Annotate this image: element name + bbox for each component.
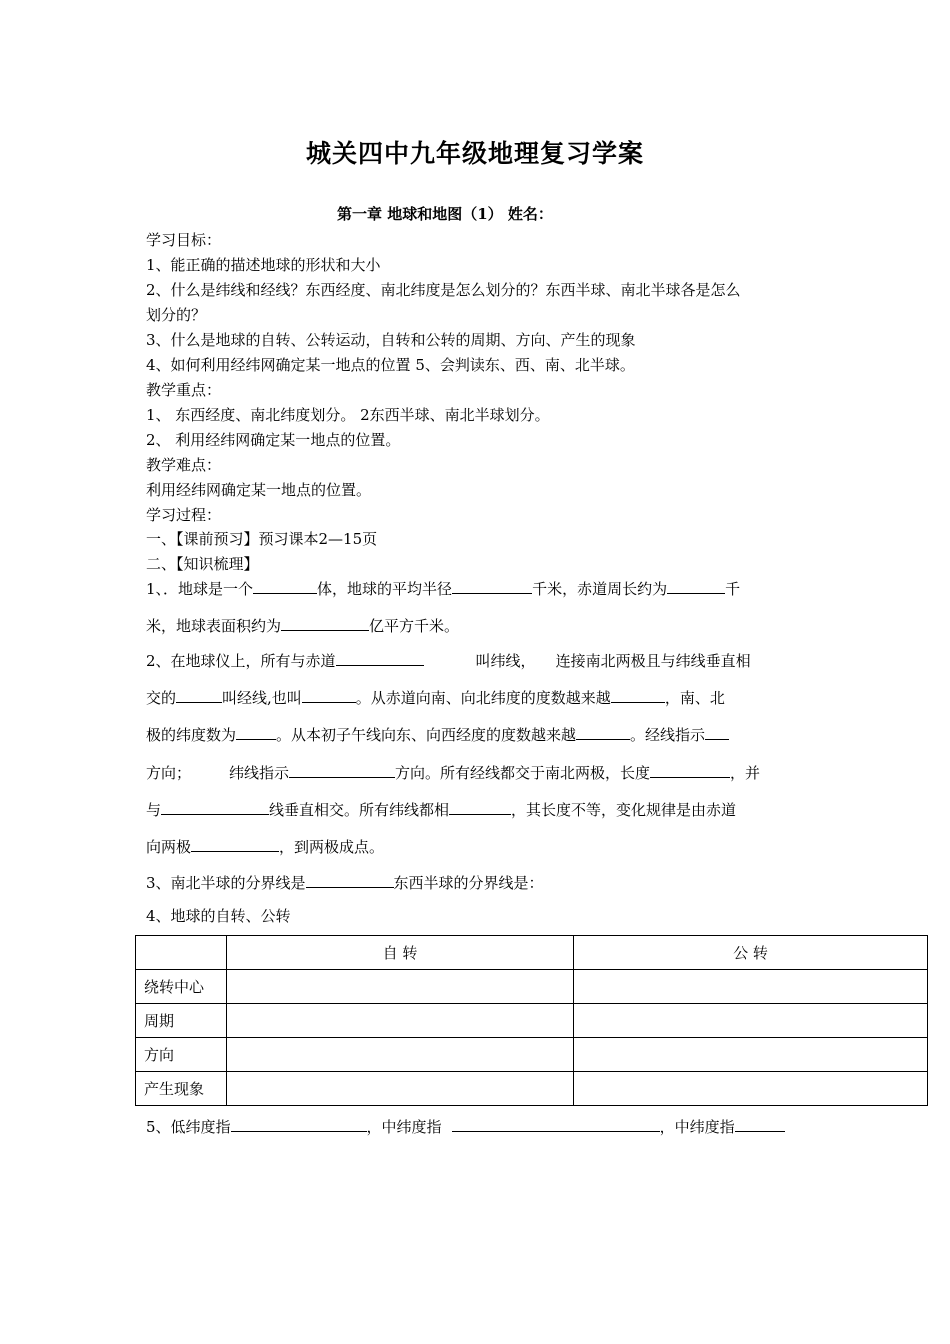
question-2-line-6 [146, 836, 384, 857]
cell-revolution-direction[interactable] [574, 1038, 928, 1072]
rotation-revolution-table [135, 935, 928, 1106]
q1-text-a: 1、．地球是一个 [146, 580, 254, 598]
q2-text-d: 交的 [146, 689, 177, 707]
q2-blank-longitude-trend[interactable] [576, 724, 630, 740]
q2-blank-pole-latitude[interactable] [236, 724, 276, 740]
goal-4: 4、如何利用经纬网确定某一地点的位置 5、会判读东、西、南、北半球。 [146, 356, 635, 374]
q1-text-d: 千 [725, 580, 741, 598]
q2-text-q: ，其长度不等，变化规律是由赤道 [511, 801, 737, 819]
q1-blank-area[interactable] [281, 615, 369, 631]
goal-3: 3、什么是地球的自转、公转运动，自转和公转的周期、方向、产生的现象 [146, 331, 636, 349]
table-row [136, 970, 928, 1004]
difficulty-1: 利用经纬网确定某一地点的位置。 [146, 481, 372, 499]
q2-text-s: ，到两极成点。 [279, 838, 385, 856]
q2-blank-parallel[interactable] [336, 650, 424, 666]
q5-blank-high-latitude[interactable] [735, 1116, 785, 1132]
goals-heading: 学习目标： [146, 231, 222, 249]
q2-text-c: 连接南北两极且与纬线垂直相 [555, 652, 751, 670]
key-point-2: 2、 利用经纬网确定某一地点的位置。 [146, 431, 401, 449]
q2-blank-meridian[interactable] [302, 687, 356, 703]
chapter-subtitle: 第一章 地球和地图（1） 姓名： [337, 205, 553, 223]
cell-rotation-period[interactable] [227, 1004, 574, 1038]
q2-text-r: 向两极 [146, 838, 192, 856]
goal-2a: 2、什么是纬线和经线？东西经度、南北纬度是怎么划分的？东西半球、南北半球各是怎么 [146, 281, 741, 299]
q1-blank-shape[interactable] [253, 578, 317, 594]
header-rotation: 自 转 [227, 936, 574, 970]
difficulty-heading: 教学难点： [146, 456, 222, 474]
q2-text-k: 方向； [146, 764, 192, 782]
cell-revolution-period[interactable] [574, 1004, 928, 1038]
q2-blank-parallel-direction[interactable] [289, 762, 395, 778]
q3-text-b: 东西半球的分界线是： [393, 874, 544, 892]
q2-text-g: ，南、北 [664, 689, 725, 707]
cell-revolution-phenomena[interactable] [574, 1072, 928, 1106]
q2-blank-meridian-direction[interactable] [705, 724, 729, 740]
cell-rotation-phenomena[interactable] [227, 1072, 574, 1106]
q2-blank-meridian-length[interactable] [650, 762, 730, 778]
q2-text-i: 。从本初子午线向东、向西经度的度数越来越 [276, 726, 577, 744]
q1-text-f: 亿平方千米。 [369, 617, 460, 635]
q3-text-a: 3、南北半球的分界线是 [146, 874, 306, 892]
table-row [136, 1038, 928, 1072]
q2-text-e: 叫经线,也叫 [222, 689, 302, 707]
step-2: 二、【知识梳理】 [146, 555, 259, 573]
key-heading: 教学重点： [146, 381, 222, 399]
q2-blank-perpendicular[interactable] [161, 799, 269, 815]
page-title: 城关四中九年级地理复习学案 [305, 139, 644, 168]
row-label-phenomena: 产生现象 [136, 1072, 227, 1106]
q2-text-b: 叫纬线， [475, 652, 536, 670]
question-2-line-4 [146, 762, 760, 783]
key-point-1: 1、 东西经度、南北纬度划分。 2东西半球、南北半球划分。 [146, 406, 550, 424]
q1-blank-circumference[interactable] [667, 578, 725, 594]
q2-text-p: 线垂直相交。所有纬线都相 [269, 801, 450, 819]
cell-revolution-center[interactable] [574, 970, 928, 1004]
q2-blank-parallel-relation[interactable] [449, 799, 511, 815]
goal-1: 1、能正确的描述地球的形状和大小 [146, 256, 381, 274]
row-label-period: 周期 [136, 1004, 227, 1038]
q2-text-l: 纬线指示 [229, 764, 290, 782]
row-label-direction: 方向 [136, 1038, 227, 1072]
q1-blank-radius[interactable] [452, 578, 532, 594]
row-label-center: 绕转中心 [136, 970, 227, 1004]
question-1-line-1 [146, 578, 740, 599]
q1-text-e: 米，地球表面积约为 [146, 617, 282, 635]
question-2-line-2 [146, 687, 725, 708]
q5-text-a: 5、低纬度指 [146, 1118, 231, 1136]
q2-text-m: 方向。所有经线都交于南北两极，长度 [395, 764, 651, 782]
q2-blank-latitude-trend[interactable] [611, 687, 665, 703]
q2-text-o: 与 [146, 801, 162, 819]
q5-text-b: ，中纬度指 [366, 1118, 442, 1136]
question-4: 4、地球的自转、公转 [146, 907, 291, 925]
q2-blank-length-trend[interactable] [191, 836, 279, 852]
q2-text-n: ，并 [730, 764, 761, 782]
q5-blank-mid-latitude[interactable] [452, 1116, 660, 1132]
q2-text-a: 2、在地球仪上，所有与赤道 [146, 652, 336, 670]
q2-text-h: 极的纬度数为 [146, 726, 237, 744]
q5-blank-low-latitude[interactable] [231, 1116, 367, 1132]
table-row [136, 1004, 928, 1038]
q5-text-c: ，中纬度指 [659, 1118, 735, 1136]
header-revolution: 公 转 [574, 936, 928, 970]
question-2-line-3 [146, 724, 729, 745]
question-1-line-2 [146, 615, 459, 636]
cell-rotation-direction[interactable] [227, 1038, 574, 1072]
table-row [136, 1072, 928, 1106]
q2-text-j: 。经线指示 [630, 726, 706, 744]
question-2-line-1 [146, 650, 751, 671]
q2-text-f: 。从赤道向南、向北纬度的度数越来越 [355, 689, 611, 707]
q1-text-c: 千米，赤道周长约为 [532, 580, 668, 598]
cell-rotation-center[interactable] [227, 970, 574, 1004]
question-3 [146, 872, 544, 893]
goal-2b: 划分的？ [146, 306, 207, 324]
question-2-line-5 [146, 799, 736, 820]
table-corner-cell [136, 936, 227, 970]
q2-blank-line[interactable] [176, 687, 222, 703]
table-header-row [136, 936, 928, 970]
q1-text-b: 体，地球的平均半径 [317, 580, 453, 598]
step-1: 一、【课前预习】预习课本2—15页 [146, 530, 378, 548]
q3-blank-equator[interactable] [306, 872, 394, 888]
question-5 [146, 1116, 785, 1137]
process-heading: 学习过程： [146, 506, 222, 524]
